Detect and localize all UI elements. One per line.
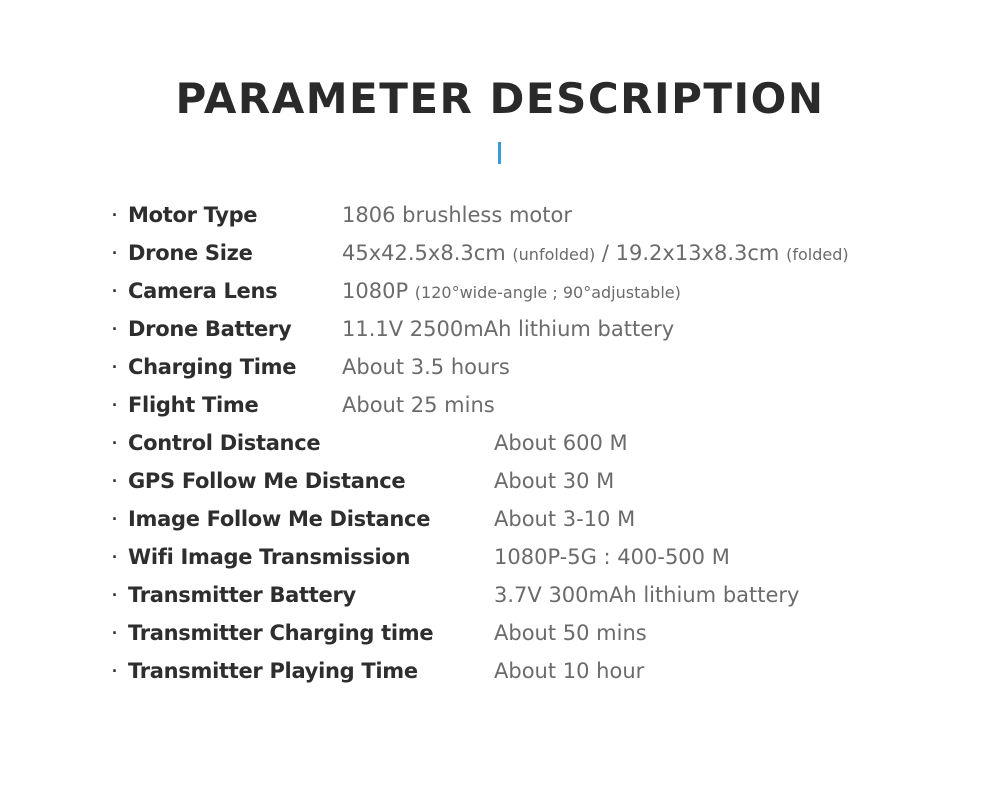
bullet: ·: [112, 356, 118, 377]
bullet: ·: [112, 280, 118, 301]
spec-value: 1806 brushless motor: [342, 203, 572, 227]
spec-value: 1080P (120°wide-angle ; 90°adjustable): [342, 279, 681, 303]
spec-value: About 10 hour: [494, 659, 645, 683]
spec-row-image-follow-distance: [112, 500, 972, 538]
spec-value: About 50 mins: [494, 621, 647, 645]
spec-label: Drone Battery: [128, 317, 292, 341]
bullet: ·: [112, 394, 118, 415]
bullet: ·: [112, 622, 118, 643]
spec-row-charging-time: [112, 348, 972, 386]
bullet: ·: [112, 508, 118, 529]
spec-label: Flight Time: [128, 393, 259, 417]
spec-row-drone-battery: [112, 310, 972, 348]
spec-row-wifi-transmission: [112, 538, 972, 576]
spec-label: Drone Size: [128, 241, 253, 265]
spec-row-transmitter-playing-time: [112, 652, 972, 690]
spec-label: GPS Follow Me Distance: [128, 469, 406, 493]
spec-value: About 600 M: [494, 431, 628, 455]
spec-row-camera-lens: [112, 272, 972, 310]
bullet: ·: [112, 318, 118, 339]
spec-row-motor-type: [112, 196, 972, 234]
bullet: ·: [112, 660, 118, 681]
spec-row-control-distance: [112, 424, 972, 462]
bullet: ·: [112, 432, 118, 453]
bullet: ·: [112, 470, 118, 491]
spec-value: About 25 mins: [342, 393, 495, 417]
spec-note: (120°wide-angle ; 90°adjustable): [414, 283, 681, 302]
spec-value: About 3-10 M: [494, 507, 636, 531]
bullet: ·: [112, 584, 118, 605]
spec-label: Wifi Image Transmission: [128, 545, 411, 569]
bullet: ·: [112, 242, 118, 263]
spec-label: Transmitter Playing Time: [128, 659, 418, 683]
spec-label: Transmitter Battery: [128, 583, 356, 607]
spec-label: Image Follow Me Distance: [128, 507, 431, 531]
spec-row-drone-size: [112, 234, 972, 272]
spec-value: 1080P-5G : 400-500 M: [494, 545, 730, 569]
spec-note: (folded): [786, 245, 849, 264]
spec-label: Charging Time: [128, 355, 297, 379]
spec-row-transmitter-charging-time: [112, 614, 972, 652]
spec-value: About 30 M: [494, 469, 615, 493]
title-accent-divider: [498, 142, 501, 164]
spec-row-flight-time: [112, 386, 972, 424]
spec-label: Camera Lens: [128, 279, 278, 303]
spec-value: About 3.5 hours: [342, 355, 510, 379]
spec-note: (unfolded): [512, 245, 596, 264]
spec-row-transmitter-battery: [112, 576, 972, 614]
spec-value: 45x42.5x8.3cm (unfolded) / 19.2x13x8.3cm (folded): [342, 241, 849, 265]
spec-value: 11.1V 2500mAh lithium battery: [342, 317, 675, 341]
page-title: PARAMETER DESCRIPTION: [175, 74, 825, 123]
spec-label: Transmitter Charging time: [128, 621, 434, 645]
spec-value: 3.7V 300mAh lithium battery: [494, 583, 800, 607]
bullet: ·: [112, 546, 118, 567]
spec-row-gps-follow-distance: [112, 462, 972, 500]
spec-label: Motor Type: [128, 203, 258, 227]
bullet: ·: [112, 204, 118, 225]
spec-label: Control Distance: [128, 431, 321, 455]
